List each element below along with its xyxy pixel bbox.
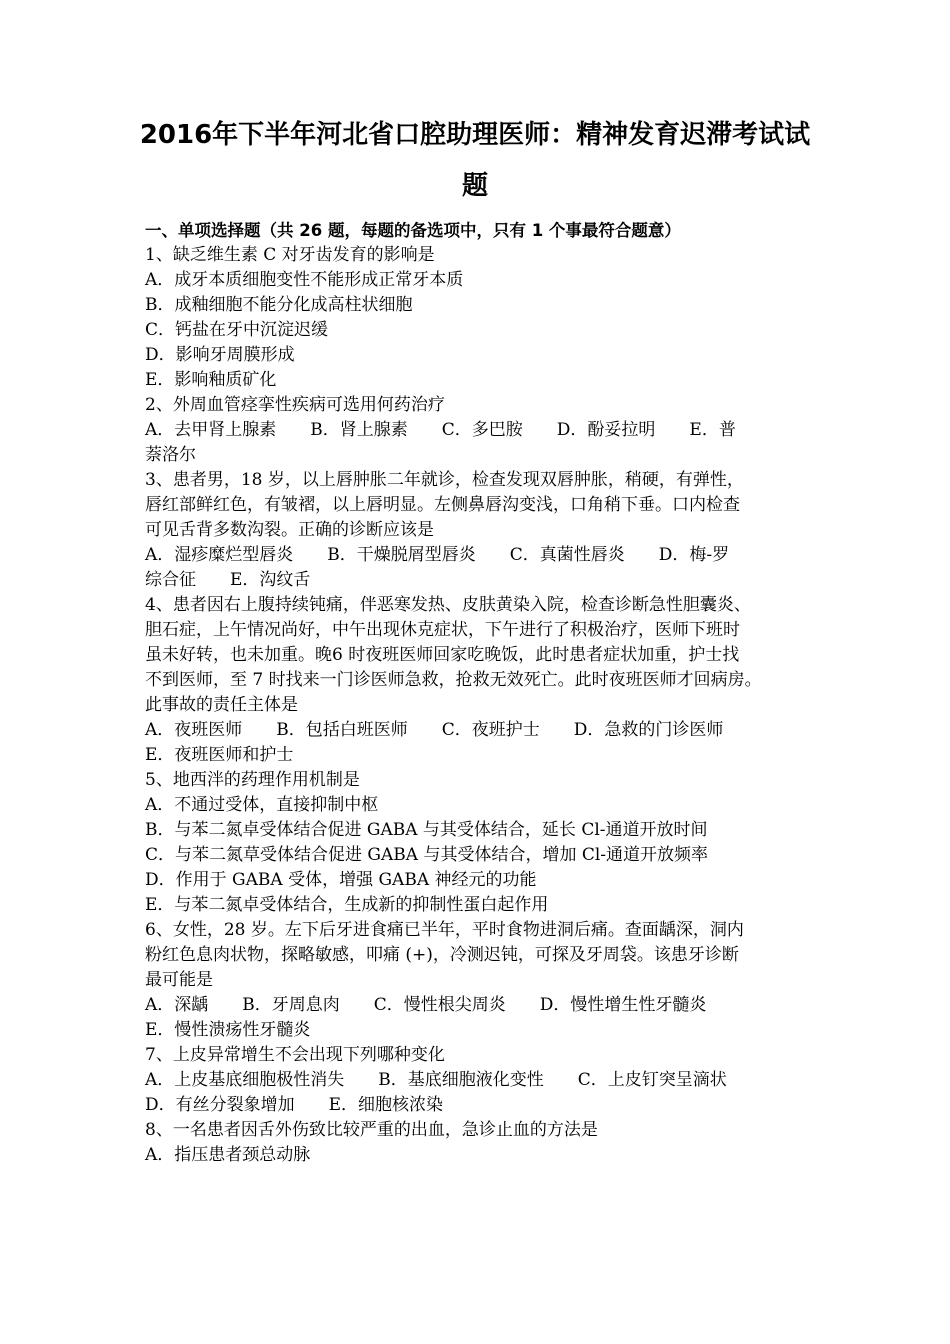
text-line: E．影响釉质矿化 xyxy=(145,370,277,390)
text-line: 不到医师，至 7 时找来一门诊医师急救，抢救无效死亡。此时夜班医师才回病房。 xyxy=(145,670,762,690)
text-line: E．夜班医师和护士 xyxy=(145,745,294,765)
text-line: A．深龋 B．牙周息肉 C．慢性根尖周炎 D．慢性增生性牙髓炎 xyxy=(145,995,707,1015)
text-line: C．钙盐在牙中沉淀迟缓 xyxy=(145,320,329,340)
text-line: 8、一名患者因舌外伤致比较严重的出血，急诊止血的方法是 xyxy=(145,1120,598,1140)
text-line: B．成釉细胞不能分化成高柱状细胞 xyxy=(145,295,413,315)
text-line: 萘洛尔 xyxy=(145,445,196,465)
text-line: 胆石症，上午情况尚好，中午出现休克症状，下午进行了积极治疗，医师下班时 xyxy=(145,620,740,640)
text-line: A．湿疹糜烂型唇炎 B．干燥脱屑型唇炎 C．真菌性唇炎 D．梅-罗 xyxy=(145,545,730,565)
text-line: A．成牙本质细胞变性不能形成正常牙本质 xyxy=(145,270,464,290)
text-line: A．上皮基底细胞极性消失 B．基底细胞液化变性 C．上皮钉突呈滴状 xyxy=(145,1070,727,1090)
text-line: A．去甲肾上腺素 B．肾上腺素 C．多巴胺 D．酚妥拉明 E．普 xyxy=(145,420,736,440)
text-line: E．与苯二氮卓受体结合，生成新的抑制性蛋白起作用 xyxy=(145,895,549,915)
document-body xyxy=(145,218,815,1168)
question-list xyxy=(145,243,815,1168)
text-line: E．慢性溃疡性牙髓炎 xyxy=(145,1020,311,1040)
text-line: 粉红色息肉状物，探略敏感，叩痛 (+)，冷测迟钝，可探及牙周袋。该患牙诊断 xyxy=(145,945,739,965)
text-line: 此事故的责任主体是 xyxy=(145,695,298,715)
section-heading: 一、单项选择题（共 26 题，每题的备选项中，只有 1 个事最符合题意） xyxy=(145,221,681,240)
document-title: 2016年下半年河北省口腔助理医师：精神发育迟滞考试试 xyxy=(139,120,811,150)
text-line: A．夜班医师 B．包括白班医师 C．夜班护士 D．急救的门诊医师 xyxy=(145,720,724,740)
text-line: 7、上皮异常增生不会出现下列哪种变化 xyxy=(145,1045,445,1065)
text-line: 1、缺乏维生素 C 对牙齿发育的影响是 xyxy=(145,245,435,265)
text-line: 唇红部鲜红色，有皱褶，以上唇明显。左侧鼻唇沟变浅，口角稍下垂。口内检查 xyxy=(145,495,740,515)
document-title-continued: 题 xyxy=(461,171,488,201)
text-line: 最可能是 xyxy=(145,970,213,990)
text-line: 4、患者因右上腹持续钝痛，伴恶寒发热、皮肤黄染入院，检查诊断急性胆囊炎、 xyxy=(145,595,751,615)
text-line: 2、外周血管痉挛性疾病可选用何药治疗 xyxy=(145,395,445,415)
text-line: 虽未好转，也未加重。晚6 时夜班医师回家吃晚饭，此时患者症状加重，护士找 xyxy=(145,645,740,665)
text-line: A．指压患者颈总动脉 xyxy=(145,1145,311,1165)
text-line: 3、患者男，18 岁，以上唇肿胀二年就诊，检查发现双唇肿胀，稍硬，有弹性， xyxy=(145,470,744,490)
text-line: 5、地西泮的药理作用机制是 xyxy=(145,770,360,790)
text-line: B．与苯二氮卓受体结合促进 GABA 与其受体结合，延长 Cl-通道开放时间 xyxy=(145,820,708,840)
text-line: D．有丝分裂象增加 E．细胞核浓染 xyxy=(145,1095,444,1115)
text-line: 可见舌背多数沟裂。正确的诊断应该是 xyxy=(145,520,434,540)
text-line: 6、女性，28 岁。左下后牙进食痛已半年，平时食物进洞后痛。查面龋深，洞内 xyxy=(145,920,744,940)
text-line: D．影响牙周膜形成 xyxy=(145,345,295,365)
text-line: 综合征 E．沟纹舌 xyxy=(145,570,311,590)
text-line: D．作用于 GABA 受体，增强 GABA 神经元的功能 xyxy=(145,870,537,890)
text-line: C．与苯二氮草受体结合促进 GABA 与其受体结合，增加 Cl-通道开放频率 xyxy=(145,845,709,865)
text-line: A．不通过受体，直接抑制中枢 xyxy=(145,795,379,815)
